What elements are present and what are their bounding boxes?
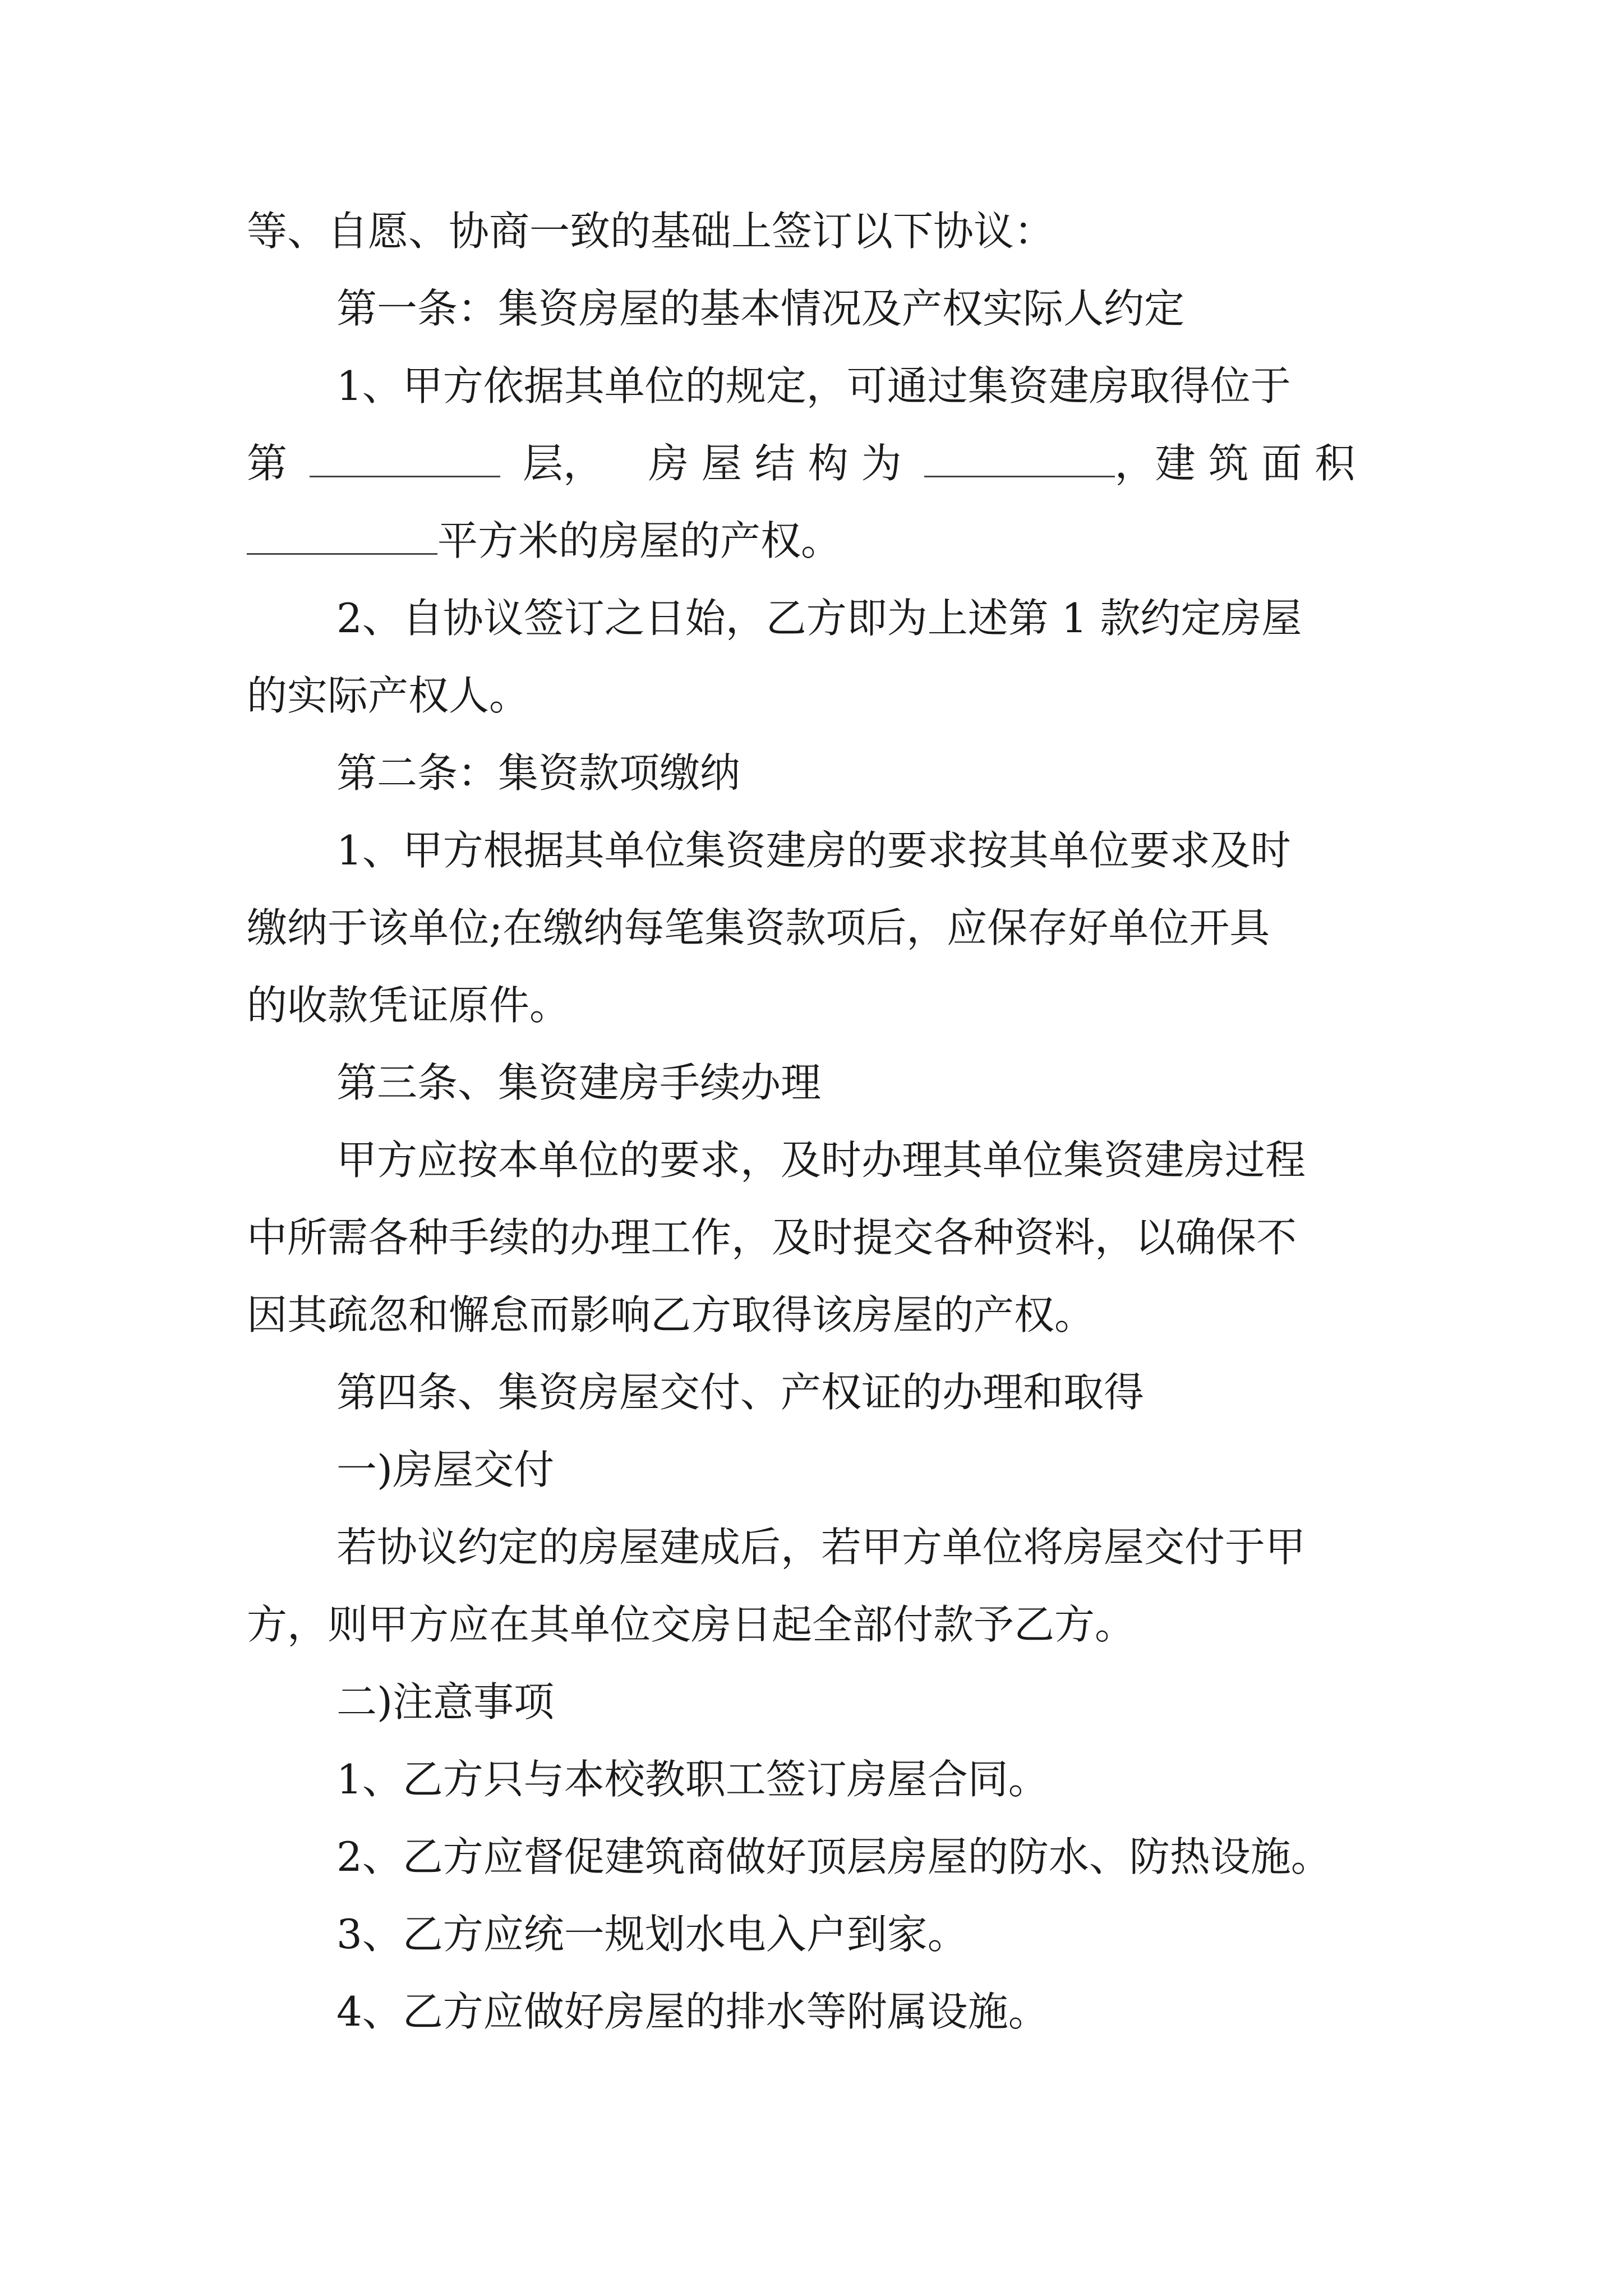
list-item: 3、乙方应统一规划水电入户到家。 (336, 1911, 968, 1958)
list-item: 1、乙方只与本校教职工签订房屋合同。 (336, 1756, 1049, 1803)
text-line: 甲方应按本单位的要求，及时办理其单位集资建房过程 (336, 1137, 1306, 1184)
section-heading: 二)注意事项 (336, 1678, 555, 1726)
section-heading: 一)房屋交付 (336, 1446, 555, 1493)
text-line: 方，则甲方应在其单位交房日起全部付款予乙方。 (247, 1601, 1136, 1648)
list-item: 4、乙方应做好房屋的排水等附属设施。 (336, 1988, 1049, 2035)
text-line: 1、甲方根据其单位集资建房的要求按其单位要求及时 (336, 827, 1291, 874)
blank-floor[interactable] (310, 441, 500, 477)
text-line: 中所需各种手续的办理工作，及时提交各种资料，以确保不 (247, 1214, 1297, 1261)
list-item: 2、乙方应督促建筑商做好顶层房屋的防水、防热设施。 (336, 1833, 1331, 1880)
text-line: 等、自愿、协商一致的基础上签订以下协议： (247, 208, 1055, 255)
blank-structure[interactable] (924, 441, 1115, 477)
text-segment: 层， (523, 440, 604, 487)
text-segment: 房 屋 结 构 为 (648, 440, 902, 487)
text-line: 2、自协议签订之日始，乙方即为上述第 1 款约定房屋 (336, 595, 1302, 642)
text-line: 的收款凭证原件。 (247, 982, 570, 1029)
article-heading: 第一条：集资房屋的基本情况及产权实际人约定 (336, 285, 1185, 332)
text-segment: ，建 筑 面 积 (1114, 440, 1355, 487)
blank-area[interactable] (247, 518, 437, 555)
fill-in-line (247, 435, 1355, 491)
text-line: 1、甲方依据其单位的规定，可通过集资建房取得位于 (336, 362, 1291, 409)
text-segment: 第 (247, 440, 288, 487)
text-line: 因其疏忽和懈怠而影响乙方取得该房屋的产权。 (247, 1291, 1095, 1338)
article-heading: 第三条、集资建房手续办理 (336, 1059, 822, 1106)
article-heading: 第四条、集资房屋交付、产权证的办理和取得 (336, 1369, 1145, 1416)
article-heading: 第二条：集资款项缴纳 (336, 749, 741, 797)
fill-in-line (247, 513, 841, 569)
text-line: 的实际产权人。 (247, 672, 530, 719)
text-line: 缴纳于该单位;在缴纳每笔集资款项后，应保存好单位开具 (247, 904, 1270, 951)
text-segment: 平方米的房屋的产权。 (437, 517, 842, 564)
text-line: 若协议约定的房屋建成后，若甲方单位将房屋交付于甲 (336, 1524, 1306, 1571)
